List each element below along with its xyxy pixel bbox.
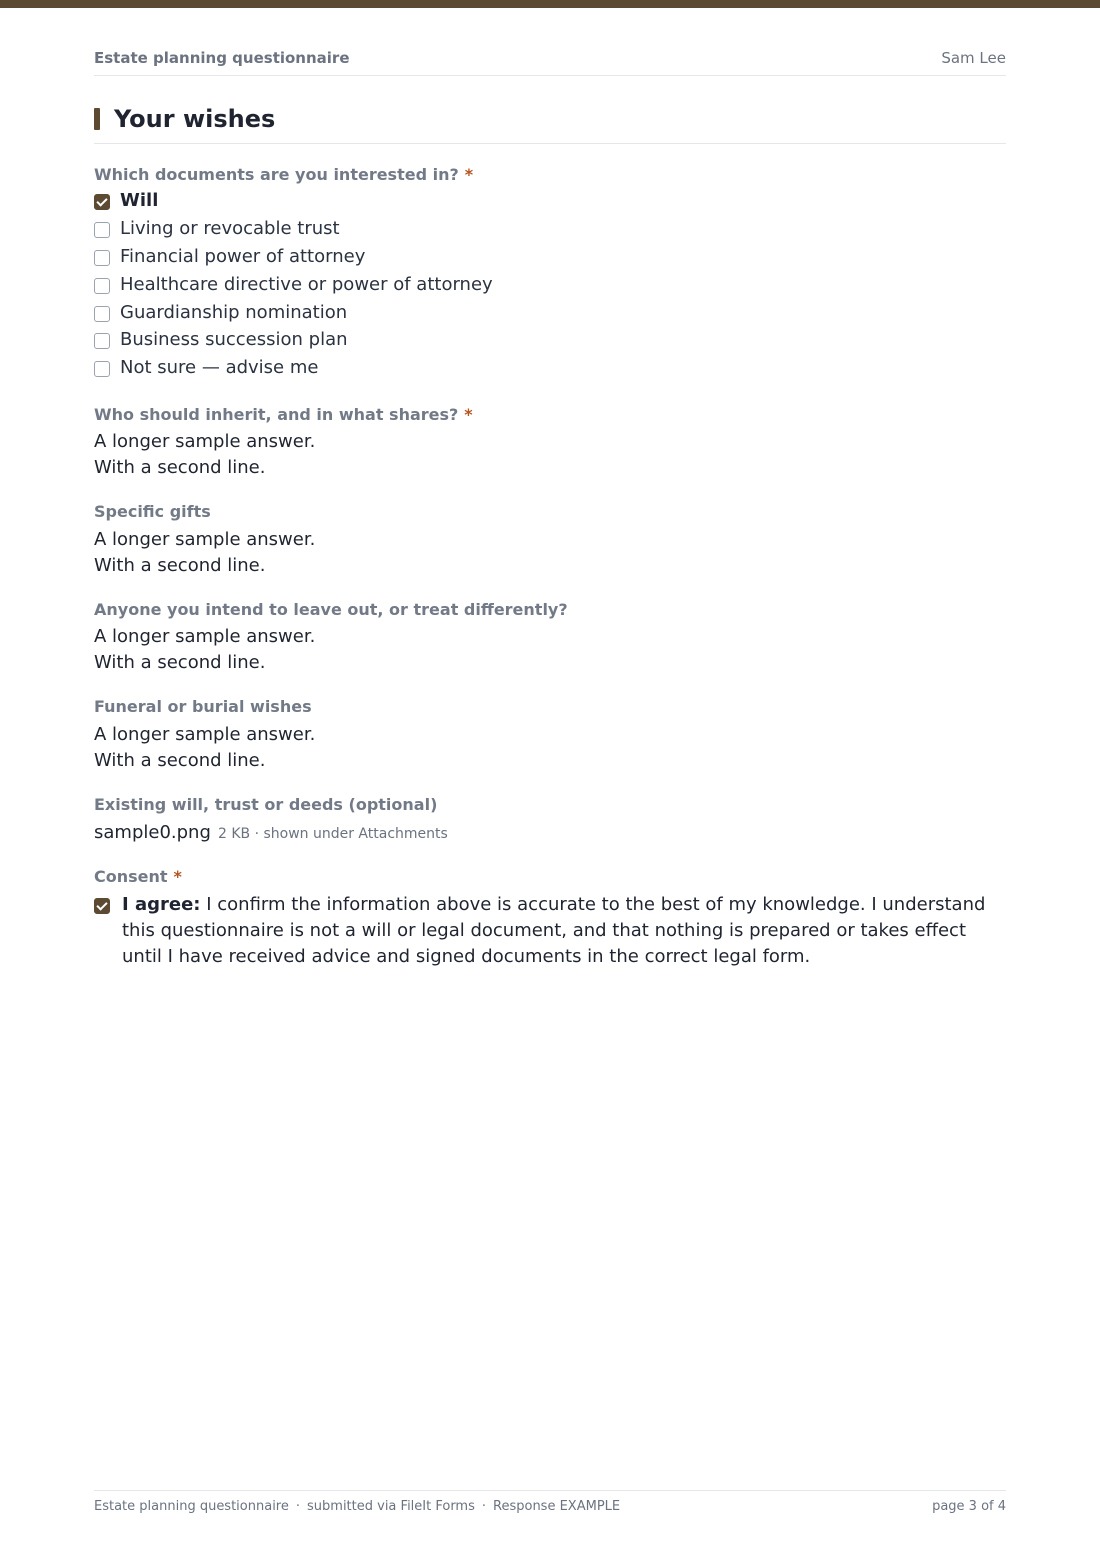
option-label: Living or revocable trust xyxy=(120,218,340,239)
option-label: Healthcare directive or power of attorney xyxy=(120,274,493,295)
inherit-question-label xyxy=(94,405,473,425)
section-heading xyxy=(94,104,1006,144)
consent-agree-label: I agree: xyxy=(122,894,201,915)
attachment-file-meta: 2 KB · shown under Attachments xyxy=(217,826,448,842)
funeral-answer-line-2: With a second line. xyxy=(94,750,266,771)
attachment-entry xyxy=(94,820,448,847)
consent-question-text: Consent xyxy=(94,867,168,886)
required-mark: * xyxy=(173,867,182,886)
header-respondent-name: Sam Lee xyxy=(941,49,1006,67)
checkbox-icon[interactable] xyxy=(94,306,110,322)
consent-question-label xyxy=(94,867,182,887)
leave-out-question-label: Anyone you intend to leave out, or treat differently? xyxy=(94,600,568,619)
checkbox-icon[interactable] xyxy=(94,361,110,377)
option-guardianship[interactable] xyxy=(94,301,794,325)
option-not-sure[interactable] xyxy=(94,356,794,380)
required-mark: * xyxy=(464,165,474,184)
option-label: Will xyxy=(120,190,159,211)
required-mark: * xyxy=(464,405,473,424)
header-form-title: Estate planning questionnaire xyxy=(94,49,350,67)
footer-form-title: Estate planning questionnaire xyxy=(94,1499,289,1514)
checkbox-icon[interactable] xyxy=(94,250,110,266)
footer-submitted-via: submitted via FileIt Forms xyxy=(307,1499,475,1514)
footer-page-number: page 3 of 4 xyxy=(932,1499,1006,1514)
checkbox-icon[interactable] xyxy=(94,222,110,238)
documents-question-label xyxy=(94,165,473,185)
checkbox-checked-icon[interactable] xyxy=(94,194,110,210)
gifts-question-label: Specific gifts xyxy=(94,502,211,521)
footer-separator: · xyxy=(481,1499,487,1514)
checkbox-icon[interactable] xyxy=(94,333,110,349)
leave-out-answer-line-1: A longer sample answer. xyxy=(94,626,316,647)
document-page xyxy=(94,0,1006,1556)
consent-statement xyxy=(122,892,1006,970)
consent-body-text: I confirm the information above is accurate to the best of my knowledge. I understand this questionnaire is not a will or legal document, and that nothing is prepared or takes effect until I have received advice and signed documents in the correct legal form. xyxy=(122,894,986,967)
option-label: Guardianship nomination xyxy=(120,302,348,323)
page-header xyxy=(94,48,1006,76)
option-will[interactable] xyxy=(94,189,794,213)
section-accent-bar xyxy=(94,108,100,130)
footer-response-id: Response EXAMPLE xyxy=(493,1499,621,1514)
gifts-answer-line-1: A longer sample answer. xyxy=(94,529,316,550)
option-label: Not sure — advise me xyxy=(120,357,319,378)
documents-question-text: Which documents are you interested in? xyxy=(94,165,459,184)
existing-documents-label: Existing will, trust or deeds (optional) xyxy=(94,795,438,814)
leave-out-answer-line-2: With a second line. xyxy=(94,652,266,673)
consent-checkbox-row[interactable] xyxy=(94,892,1006,972)
option-financial-poa[interactable] xyxy=(94,245,794,269)
gifts-answer-line-2: With a second line. xyxy=(94,555,266,576)
footer-separator: · xyxy=(295,1499,301,1514)
option-label: Business succession plan xyxy=(120,329,348,350)
option-business-succession[interactable] xyxy=(94,328,794,352)
funeral-answer-line-1: A longer sample answer. xyxy=(94,724,316,745)
option-healthcare-directive[interactable] xyxy=(94,273,794,297)
checkbox-icon[interactable] xyxy=(94,278,110,294)
inherit-question-text: Who should inherit, and in what shares? xyxy=(94,405,459,424)
option-living-trust[interactable] xyxy=(94,217,794,241)
funeral-question-label: Funeral or burial wishes xyxy=(94,697,312,716)
checkbox-checked-icon[interactable] xyxy=(94,898,110,914)
page-footer xyxy=(94,1490,1006,1530)
section-title: Your wishes xyxy=(114,105,276,133)
attachment-file-name[interactable]: sample0.png xyxy=(94,822,211,843)
footer-info xyxy=(94,1499,620,1514)
inherit-answer-line-2: With a second line. xyxy=(94,457,266,478)
option-label: Financial power of attorney xyxy=(120,246,366,267)
inherit-answer-line-1: A longer sample answer. xyxy=(94,431,316,452)
